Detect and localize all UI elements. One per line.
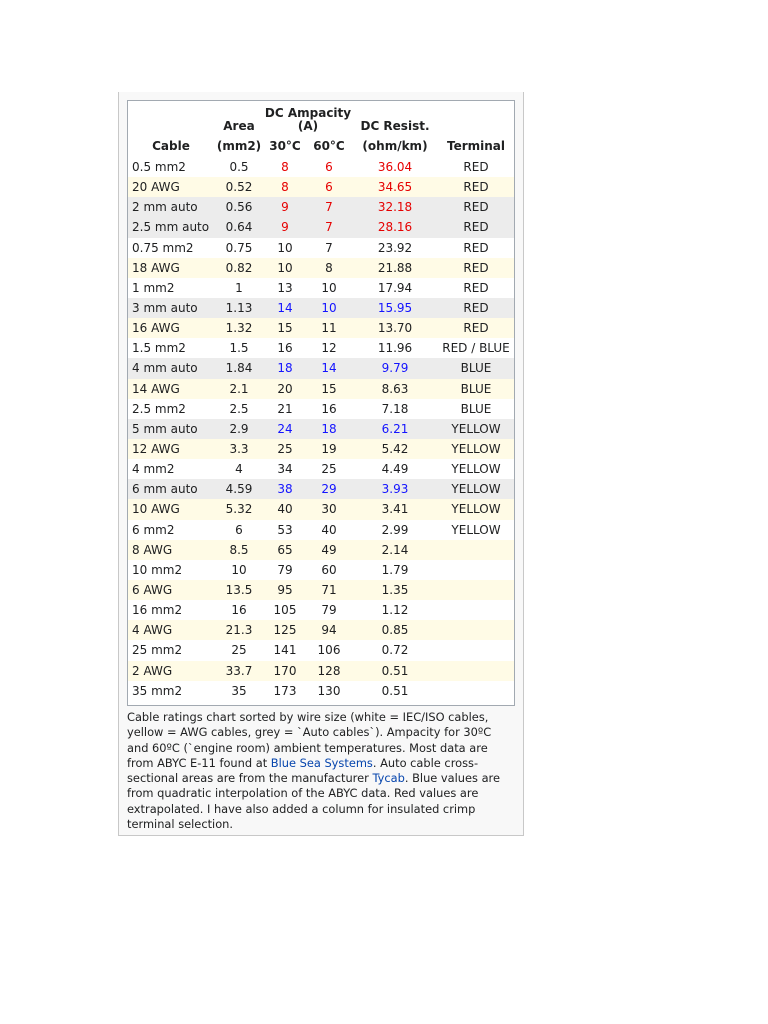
cell-area: 16 <box>231 603 247 618</box>
cell-resistance: 17.94 <box>377 280 413 295</box>
header-blank <box>128 101 214 135</box>
table-row <box>128 540 514 560</box>
table-row <box>128 560 514 580</box>
cell-cable: 4 mm2 <box>132 462 175 477</box>
cell-area: 2.5 <box>229 401 249 416</box>
cell-area: 8.5 <box>214 540 264 560</box>
cell-resistance: 36.04 <box>377 160 413 175</box>
header-dc-resist: DC Resist. <box>360 119 430 133</box>
header-blank-2 <box>438 101 514 135</box>
cell-resistance: 0.51 <box>352 661 438 681</box>
cell-resistance: 0.72 <box>381 643 409 658</box>
cell-ampacity-60c: 10 <box>306 298 352 318</box>
cell-cable: 1.5 mm2 <box>132 341 186 356</box>
cell-area: 0.75 <box>225 240 253 255</box>
cell-resistance: 9.79 <box>352 358 438 378</box>
table-row <box>128 298 514 318</box>
table-row <box>128 640 514 660</box>
cell-terminal: RED / BLUE <box>442 341 510 356</box>
cell-terminal <box>438 540 514 560</box>
cell-ampacity-30c: 38 <box>264 479 306 499</box>
table-row <box>128 600 514 620</box>
cell-terminal: YELLOW <box>451 522 501 537</box>
table-row <box>128 439 514 459</box>
cell-area: 1.84 <box>214 358 264 378</box>
header-dc-ampacity <box>264 101 352 135</box>
cell-resistance: 11.96 <box>377 341 413 356</box>
cell-terminal: BLUE <box>460 401 492 416</box>
cell-area: 1 <box>235 280 243 295</box>
table-row <box>128 459 514 479</box>
cell-area: 21.3 <box>214 620 264 640</box>
cell-terminal: RED <box>438 177 514 197</box>
cell-resistance: 13.70 <box>352 318 438 338</box>
header-30c: 30°C <box>269 138 301 153</box>
cell-ampacity-60c: 94 <box>306 620 352 640</box>
table-row <box>128 479 514 499</box>
tycab-link[interactable]: Tycab <box>372 771 405 786</box>
cell-resistance: 1.35 <box>352 580 438 600</box>
cell-ampacity-30c: 20 <box>264 379 306 399</box>
table-caption <box>127 710 515 832</box>
cell-area: 1.5 <box>229 341 249 356</box>
cell-ampacity-30c: 79 <box>277 562 293 577</box>
cell-ampacity-30c: 40 <box>264 499 306 519</box>
cell-area: 35 <box>231 683 247 698</box>
cell-area: 10 <box>231 562 247 577</box>
cell-resistance: 0.51 <box>381 683 409 698</box>
table-row <box>128 419 514 439</box>
cell-cable: 2.5 mm2 <box>132 401 186 416</box>
cell-ampacity-60c: 130 <box>317 683 341 698</box>
cell-area: 4.59 <box>214 479 264 499</box>
cell-ampacity-60c: 7 <box>325 240 333 255</box>
cell-ampacity-60c: 128 <box>306 661 352 681</box>
table-row <box>128 197 514 217</box>
cell-cable: 16 AWG <box>128 318 214 338</box>
cell-area: 1.13 <box>214 298 264 318</box>
cell-cable: 20 AWG <box>128 177 214 197</box>
table-row <box>128 620 514 640</box>
table-row <box>128 318 514 338</box>
table-row <box>128 258 514 278</box>
header-60c: 60°C <box>313 138 345 153</box>
cell-cable: 6 AWG <box>128 580 214 600</box>
cell-resistance: 3.93 <box>352 479 438 499</box>
cell-terminal: RED <box>438 217 514 237</box>
cell-ampacity-60c: 6 <box>325 160 333 175</box>
cell-area: 6 <box>235 522 243 537</box>
cell-ampacity-60c: 18 <box>306 419 352 439</box>
cell-ampacity-60c: 10 <box>321 280 337 295</box>
cell-ampacity-60c: 30 <box>306 499 352 519</box>
cell-ampacity-60c: 60 <box>321 562 337 577</box>
cell-area: 2.9 <box>214 419 264 439</box>
cell-ampacity-30c: 14 <box>264 298 306 318</box>
cell-area: 5.32 <box>214 499 264 519</box>
cell-ampacity-60c: 49 <box>306 540 352 560</box>
cell-ampacity-60c: 29 <box>306 479 352 499</box>
cell-area: 0.56 <box>214 197 264 217</box>
cell-terminal: RED <box>438 318 514 338</box>
cell-area: 13.5 <box>214 580 264 600</box>
cell-ampacity-60c: 71 <box>306 580 352 600</box>
cell-ampacity-60c: 40 <box>321 522 337 537</box>
cell-terminal: RED <box>438 197 514 217</box>
cable-ratings-table-container <box>127 100 515 706</box>
cell-resistance: 15.95 <box>352 298 438 318</box>
cell-ampacity-30c: 34 <box>277 462 293 477</box>
cell-area: 0.64 <box>214 217 264 237</box>
caption-text-2: . Auto cable cross-sectional areas are from the manufacturer <box>127 755 479 786</box>
cell-cable: 14 AWG <box>128 379 214 399</box>
cell-resistance: 2.14 <box>352 540 438 560</box>
cell-terminal: BLUE <box>438 358 514 378</box>
table-row <box>128 238 514 258</box>
header-dc-ampacity-unit: (A) <box>297 119 319 133</box>
cell-resistance: 1.12 <box>381 603 409 618</box>
cell-cable: 10 mm2 <box>132 562 183 577</box>
cell-area: 33.7 <box>214 661 264 681</box>
cell-area: 4 <box>235 462 243 477</box>
cell-ampacity-30c: 15 <box>264 318 306 338</box>
cell-resistance: 3.41 <box>352 499 438 519</box>
cell-area: 25 <box>231 643 247 658</box>
cell-resistance: 4.49 <box>381 462 409 477</box>
cell-ampacity-60c: 14 <box>306 358 352 378</box>
cell-cable: 0.75 mm2 <box>132 240 194 255</box>
cell-terminal: YELLOW <box>438 499 514 519</box>
table-row <box>128 338 514 358</box>
cell-terminal: RED <box>463 280 489 295</box>
header-row-top <box>128 101 514 135</box>
table-row <box>128 177 514 197</box>
cell-terminal <box>438 600 514 620</box>
cell-cable: 16 mm2 <box>132 603 183 618</box>
cell-terminal <box>438 661 514 681</box>
cell-ampacity-30c: 16 <box>277 341 293 356</box>
cell-resistance: 32.18 <box>352 197 438 217</box>
cell-terminal: YELLOW <box>451 462 501 477</box>
cell-cable: 1 mm2 <box>132 280 175 295</box>
table-row <box>128 399 514 419</box>
cell-ampacity-60c: 79 <box>321 603 337 618</box>
cell-area: 0.82 <box>214 258 264 278</box>
cell-area: 0.5 <box>229 160 249 175</box>
cell-ampacity-60c: 25 <box>321 462 337 477</box>
header-dc-ampacity-label: DC Ampacity <box>264 106 352 120</box>
blue-sea-systems-link[interactable]: Blue Sea Systems <box>270 755 373 770</box>
cell-terminal: RED <box>463 160 489 175</box>
cell-cable: 2 mm auto <box>128 197 214 217</box>
figure-frame <box>118 92 524 836</box>
cell-ampacity-30c: 9 <box>264 197 306 217</box>
cell-resistance: 34.65 <box>352 177 438 197</box>
cell-resistance: 21.88 <box>352 258 438 278</box>
cell-ampacity-30c: 25 <box>264 439 306 459</box>
cell-cable: 35 mm2 <box>132 683 183 698</box>
table-row <box>128 499 514 519</box>
cell-cable: 4 mm auto <box>128 358 214 378</box>
cell-cable: 4 AWG <box>128 620 214 640</box>
cable-ratings-table <box>128 101 514 701</box>
cell-ampacity-30c: 13 <box>277 280 293 295</box>
cell-terminal: RED <box>438 298 514 318</box>
table-body <box>128 157 514 701</box>
cell-cable: 6 mm auto <box>128 479 214 499</box>
header-resist-unit: (ohm/km) <box>362 138 428 153</box>
cell-ampacity-30c: 21 <box>277 401 293 416</box>
caption-text-1: Cable ratings chart sorted by wire size (white = IEC/ISO cables, yellow = AWG cables, grey = `Auto cables`). Ampacity for 30ºC and 60ºC (`engine room) ambient temperatures. Most data are from ABYC E-11 found at <box>127 710 492 770</box>
table-row <box>128 217 514 237</box>
cell-ampacity-30c: 53 <box>277 522 293 537</box>
table-row <box>128 157 514 177</box>
cell-terminal <box>438 620 514 640</box>
caption-text-3: . Blue values are from quadratic interpolation of the ABYC data. Red values are extrapolated. I have also added a column for insulated crimp terminal selection. <box>127 771 501 832</box>
cell-ampacity-60c: 19 <box>306 439 352 459</box>
cell-ampacity-30c: 8 <box>264 177 306 197</box>
cell-resistance: 1.79 <box>381 562 409 577</box>
cell-ampacity-30c: 173 <box>273 683 297 698</box>
cell-cable: 2 AWG <box>128 661 214 681</box>
table-row <box>128 278 514 298</box>
header-row-bottom <box>128 135 514 157</box>
table-row <box>128 358 514 378</box>
header-terminal: Terminal <box>446 138 506 153</box>
table-row <box>128 379 514 399</box>
header-area-unit: (mm2) <box>216 138 262 153</box>
cell-cable: 0.5 mm2 <box>132 160 186 175</box>
cell-terminal: RED <box>463 240 489 255</box>
cell-ampacity-30c: 170 <box>264 661 306 681</box>
cell-cable: 10 AWG <box>128 499 214 519</box>
cell-ampacity-30c: 10 <box>264 258 306 278</box>
cell-resistance: 5.42 <box>352 439 438 459</box>
cell-cable: 2.5 mm auto <box>128 217 214 237</box>
cell-ampacity-60c: 7 <box>306 197 352 217</box>
cell-ampacity-30c: 125 <box>264 620 306 640</box>
cell-resistance: 6.21 <box>352 419 438 439</box>
cell-terminal <box>438 560 514 580</box>
cell-ampacity-60c: 8 <box>306 258 352 278</box>
table-row <box>128 580 514 600</box>
cell-ampacity-30c: 18 <box>264 358 306 378</box>
cell-cable: 18 AWG <box>128 258 214 278</box>
cell-resistance: 28.16 <box>352 217 438 237</box>
cell-ampacity-30c: 95 <box>264 580 306 600</box>
table-row <box>128 520 514 540</box>
cell-ampacity-60c: 12 <box>321 341 337 356</box>
cell-ampacity-60c: 16 <box>321 401 337 416</box>
cell-resistance: 8.63 <box>352 379 438 399</box>
cell-area: 3.3 <box>214 439 264 459</box>
cell-terminal: BLUE <box>438 379 514 399</box>
cell-resistance: 2.99 <box>381 522 409 537</box>
header-area: Area <box>223 119 255 133</box>
cell-cable: 6 mm2 <box>132 522 175 537</box>
cell-terminal: YELLOW <box>438 479 514 499</box>
table-row <box>128 661 514 681</box>
cell-ampacity-30c: 105 <box>273 603 297 618</box>
cell-cable: 8 AWG <box>128 540 214 560</box>
header-cable: Cable <box>152 138 190 153</box>
cell-cable: 12 AWG <box>128 439 214 459</box>
cell-terminal: YELLOW <box>438 419 514 439</box>
cell-area: 2.1 <box>214 379 264 399</box>
cell-ampacity-60c: 11 <box>306 318 352 338</box>
cell-cable: 5 mm auto <box>128 419 214 439</box>
cell-resistance: 23.92 <box>377 240 413 255</box>
cell-ampacity-30c: 65 <box>264 540 306 560</box>
cell-terminal <box>438 640 514 660</box>
cell-ampacity-60c: 6 <box>306 177 352 197</box>
cell-ampacity-30c: 10 <box>277 240 293 255</box>
cell-ampacity-60c: 15 <box>306 379 352 399</box>
cell-terminal: YELLOW <box>438 439 514 459</box>
cell-terminal <box>438 681 514 701</box>
cell-resistance: 0.85 <box>352 620 438 640</box>
cell-ampacity-60c: 7 <box>306 217 352 237</box>
table-row <box>128 681 514 701</box>
cell-ampacity-60c: 106 <box>317 643 341 658</box>
cell-terminal <box>438 580 514 600</box>
cell-ampacity-30c: 9 <box>264 217 306 237</box>
cell-ampacity-30c: 141 <box>273 643 297 658</box>
cell-area: 1.32 <box>214 318 264 338</box>
cell-terminal: RED <box>438 258 514 278</box>
cell-resistance: 7.18 <box>381 401 409 416</box>
cell-cable: 3 mm auto <box>128 298 214 318</box>
cell-cable: 25 mm2 <box>132 643 183 658</box>
cell-area: 0.52 <box>214 177 264 197</box>
cell-ampacity-30c: 8 <box>281 160 289 175</box>
cell-ampacity-30c: 24 <box>264 419 306 439</box>
